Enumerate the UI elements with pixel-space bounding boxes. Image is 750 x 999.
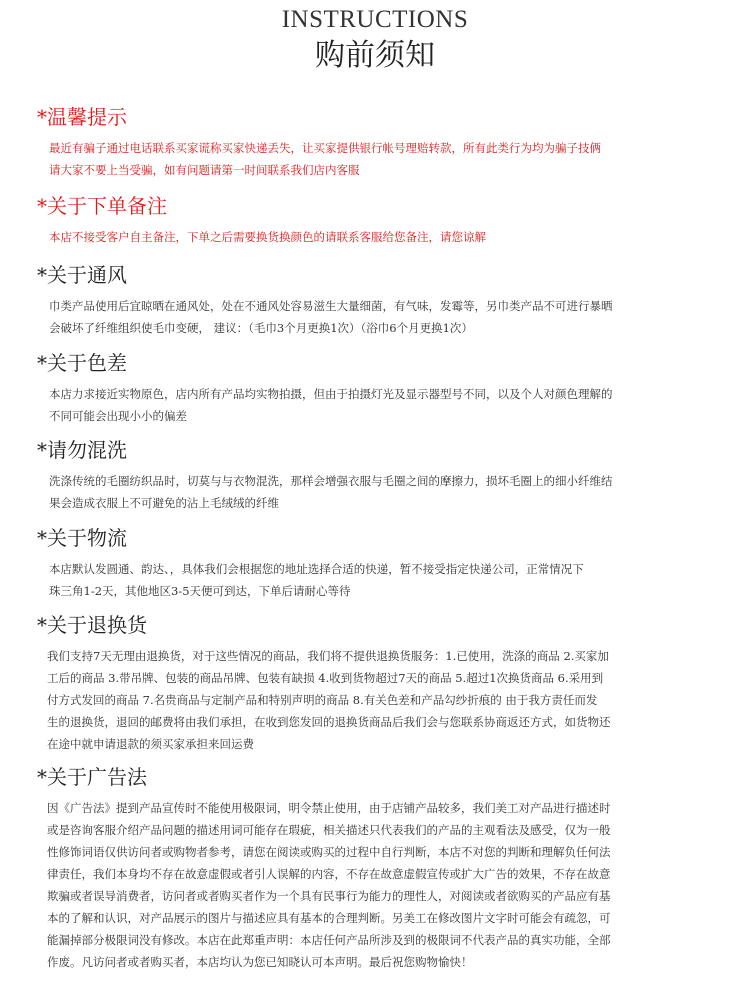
section-ventilation — [37, 262, 677, 339]
body-line: 本店力求接近实物原色，店内所有产品均实物拍摄，但由于拍摄灯光及显示器型号不同，以及个人对颜色理解的 — [49, 387, 613, 401]
body-line: 本的了解和认识，对产品展示的图片与描述应具有基本的合理判断。另美工在修改图片文字时可能会有疏忽，可 — [47, 911, 611, 925]
page-header — [0, 4, 750, 76]
section-title: *关于物流 — [37, 526, 127, 550]
body-line: 请大家不要上当受骗，如有问题请第一时间联系我们店内客服 — [49, 163, 360, 177]
body-line: 作废。凡访问者或者购买者，本店均认为您已知晓认可本声明。最后祝您购物愉快！ — [47, 955, 473, 969]
section-body — [37, 797, 677, 973]
section-title: *关于广告法 — [37, 765, 147, 789]
section-body — [37, 645, 677, 755]
page-title-en: INSTRUCTIONS — [281, 6, 469, 33]
body-line: 我们支持7天无理由退换货，对于这些情况的商品，我们将不提供退换货服务：1.已使用，洗涤的商品 2.买家加 — [47, 649, 609, 663]
section-title: *关于通风 — [37, 263, 127, 287]
page-title-zh: 购前须知 — [315, 38, 435, 73]
body-line: 律责任，我们本身均不存在故意虚假或者引人误解的内容，不存在故意虚假宣传或扩大广告的效果，不存在故意 — [47, 867, 611, 881]
section-body — [37, 383, 677, 427]
body-line: 最近有骗子通过电话联系买家谎称买家快递丢失，让买家提供银行帐号理赔转款，所有此类行为均为骗子技俩 — [49, 141, 601, 155]
body-line: 本店默认发圆通、韵达、，具体我们会根据您的地址选择合适的快递，暂不接受指定快递公司，正常情况下 — [49, 562, 584, 576]
body-line: 生的退换货，退回的邮费将由我们承担，在收到您发回的退换货商品后我们会与您联系协商返还方式，如货物还 — [47, 715, 611, 729]
body-line: 付方式发回的商品 7.名贵商品与定制产品和特别声明的商品 8.有关色差和产品勾纱折痕的 由于我方责任而发 — [47, 693, 598, 707]
body-line: 因《广告法》提到产品宣传时不能使用极限词，明令禁止使用，由于店铺产品较多，我们美工对产品进行描述时 — [47, 801, 611, 815]
section-body — [37, 558, 677, 602]
section-advertising-law — [37, 764, 677, 973]
body-line: 会破坏了纤维组织使毛巾变硬， 建议：（毛巾3个月更换1次）（浴巾6个月更换1次） — [49, 321, 473, 335]
body-line: 巾类产品使用后宜晾晒在通风处，处在不通风处容易滋生大量细菌，有气味，发霉等，另巾类产品不可进行暴晒 — [49, 299, 613, 313]
body-line: 本店不接受客户自主备注，下单之后需要换货换颜色的请联系客服给您备注，请您谅解 — [49, 230, 486, 244]
section-body — [37, 295, 677, 339]
body-line: 果会造成衣服上不可避免的沾上毛绒绒的纤维 — [49, 496, 279, 510]
body-line: 珠三角1-2天，其他地区3-5天便可到达，下单后请耐心等待 — [49, 584, 351, 598]
section-title: *关于下单备注 — [37, 194, 167, 218]
body-line: 不同可能会出现小小的偏差 — [49, 409, 187, 423]
body-line: 欺骗或者误导消费者，访问者或者购买者作为一个具有民事行为能力的理性人，对阅读或者欲购买的产品应有基 — [47, 889, 611, 903]
section-title: *温馨提示 — [37, 105, 127, 129]
body-line: 或是咨询客服介绍产品问题的描述用词可能存在瑕疵，相关描述只代表我们的产品的主观看法及感受，仅为一般 — [47, 823, 611, 837]
section-title: *请勿混洗 — [37, 438, 127, 462]
section-title: *关于退换货 — [37, 613, 147, 637]
section-warm-tips — [37, 104, 677, 181]
section-title: *关于色差 — [37, 351, 127, 375]
body-line: 性修饰词语仅供访问者或购物者参考，请您在阅读或购买的过程中自行判断，本店不对您的判断和理解负任何法 — [47, 845, 611, 859]
section-body — [37, 226, 677, 248]
section-no-mixed-wash — [37, 437, 677, 514]
section-order-notes — [37, 193, 677, 248]
body-line: 能漏掉部分极限词没有修改。本店在此郑重声明：本店任何产品所涉及到的极限词不代表产品的真实功能，全部 — [47, 933, 611, 947]
body-line: 在途中就申请退款的须买家承担来回运费 — [47, 737, 254, 751]
body-line: 洗涤传统的毛圈纺织品时，切莫与与衣物混洗，那样会增强衣服与毛圈之间的摩擦力，损坏毛圈上的细小纤维结 — [49, 474, 613, 488]
section-body — [37, 137, 677, 181]
section-returns — [37, 612, 677, 755]
body-line: 工后的商品 3.带吊牌、包装的商品吊牌、包装有缺损 4.收到货物超过7天的商品 5.超过1次换货商品 6.采用到 — [47, 671, 604, 685]
section-color-difference — [37, 350, 677, 427]
section-body — [37, 470, 677, 514]
section-logistics — [37, 525, 677, 602]
